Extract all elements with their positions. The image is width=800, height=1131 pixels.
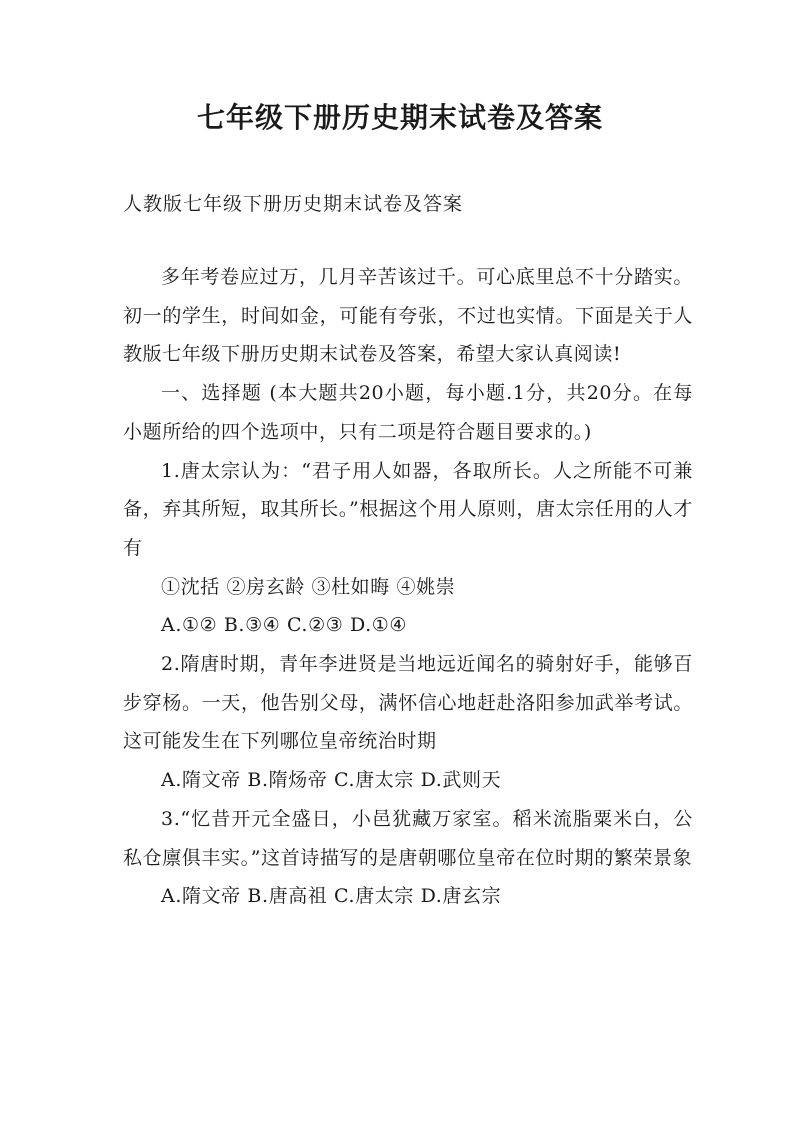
section-heading: 一、选择题 (本大题共20小题，每小题.1分，共20分。在每小题所给的四个选项中，只有二项是符合题目要求的。): [123, 382, 693, 443]
question-1-options: A.①② B.③④ C.②③ D.①④: [161, 614, 408, 637]
question-3-options: A.隋文帝 B.唐高祖 C.唐太宗 D.唐玄宗: [161, 885, 502, 908]
question-1-list: ①沈括 ②房玄龄 ③杜如晦 ④姚崇: [161, 575, 456, 598]
document-title: 七年级下册历史期末试卷及答案: [196, 101, 603, 134]
question-2-options: A.隋文帝 B.隋炀帝 C.唐太宗 D.武则天: [161, 769, 502, 792]
intro-paragraph: 多年考卷应过万，几月辛苦该过千。可心底里总不十分踏实。初一的学生，时间如金，可能有夸张，不过也实情。下面是关于人教版七年级下册历史期末试卷及答案，希望大家认真阅读!: [123, 266, 693, 366]
document-subtitle: 人教版七年级下册历史期末试卷及答案: [123, 193, 464, 215]
question-3-stem: 3.“忆昔开元全盛日，小邑犹藏万家室。稻米流脂粟米白，公私仓廪俱丰实。”这首诗描写的是唐朝哪位皇帝在位时期的繁荣景象: [123, 807, 693, 869]
question-2-stem: 2.隋唐时期，青年李进贤是当地远近闻名的骑射好手，能够百步穿杨。一天，他告别父母，满怀信心地赶赴洛阳参加武举考试。这可能发生在下列哪位皇帝统治时期: [123, 653, 693, 753]
document-body: [123, 258, 693, 916]
question-1-stem: 1.唐太宗认为：“君子用人如器，各取所长。人之所能不可兼备，弃其所短，取其所长。”根据这个用人原则，唐太宗任用的人才有: [123, 459, 693, 559]
